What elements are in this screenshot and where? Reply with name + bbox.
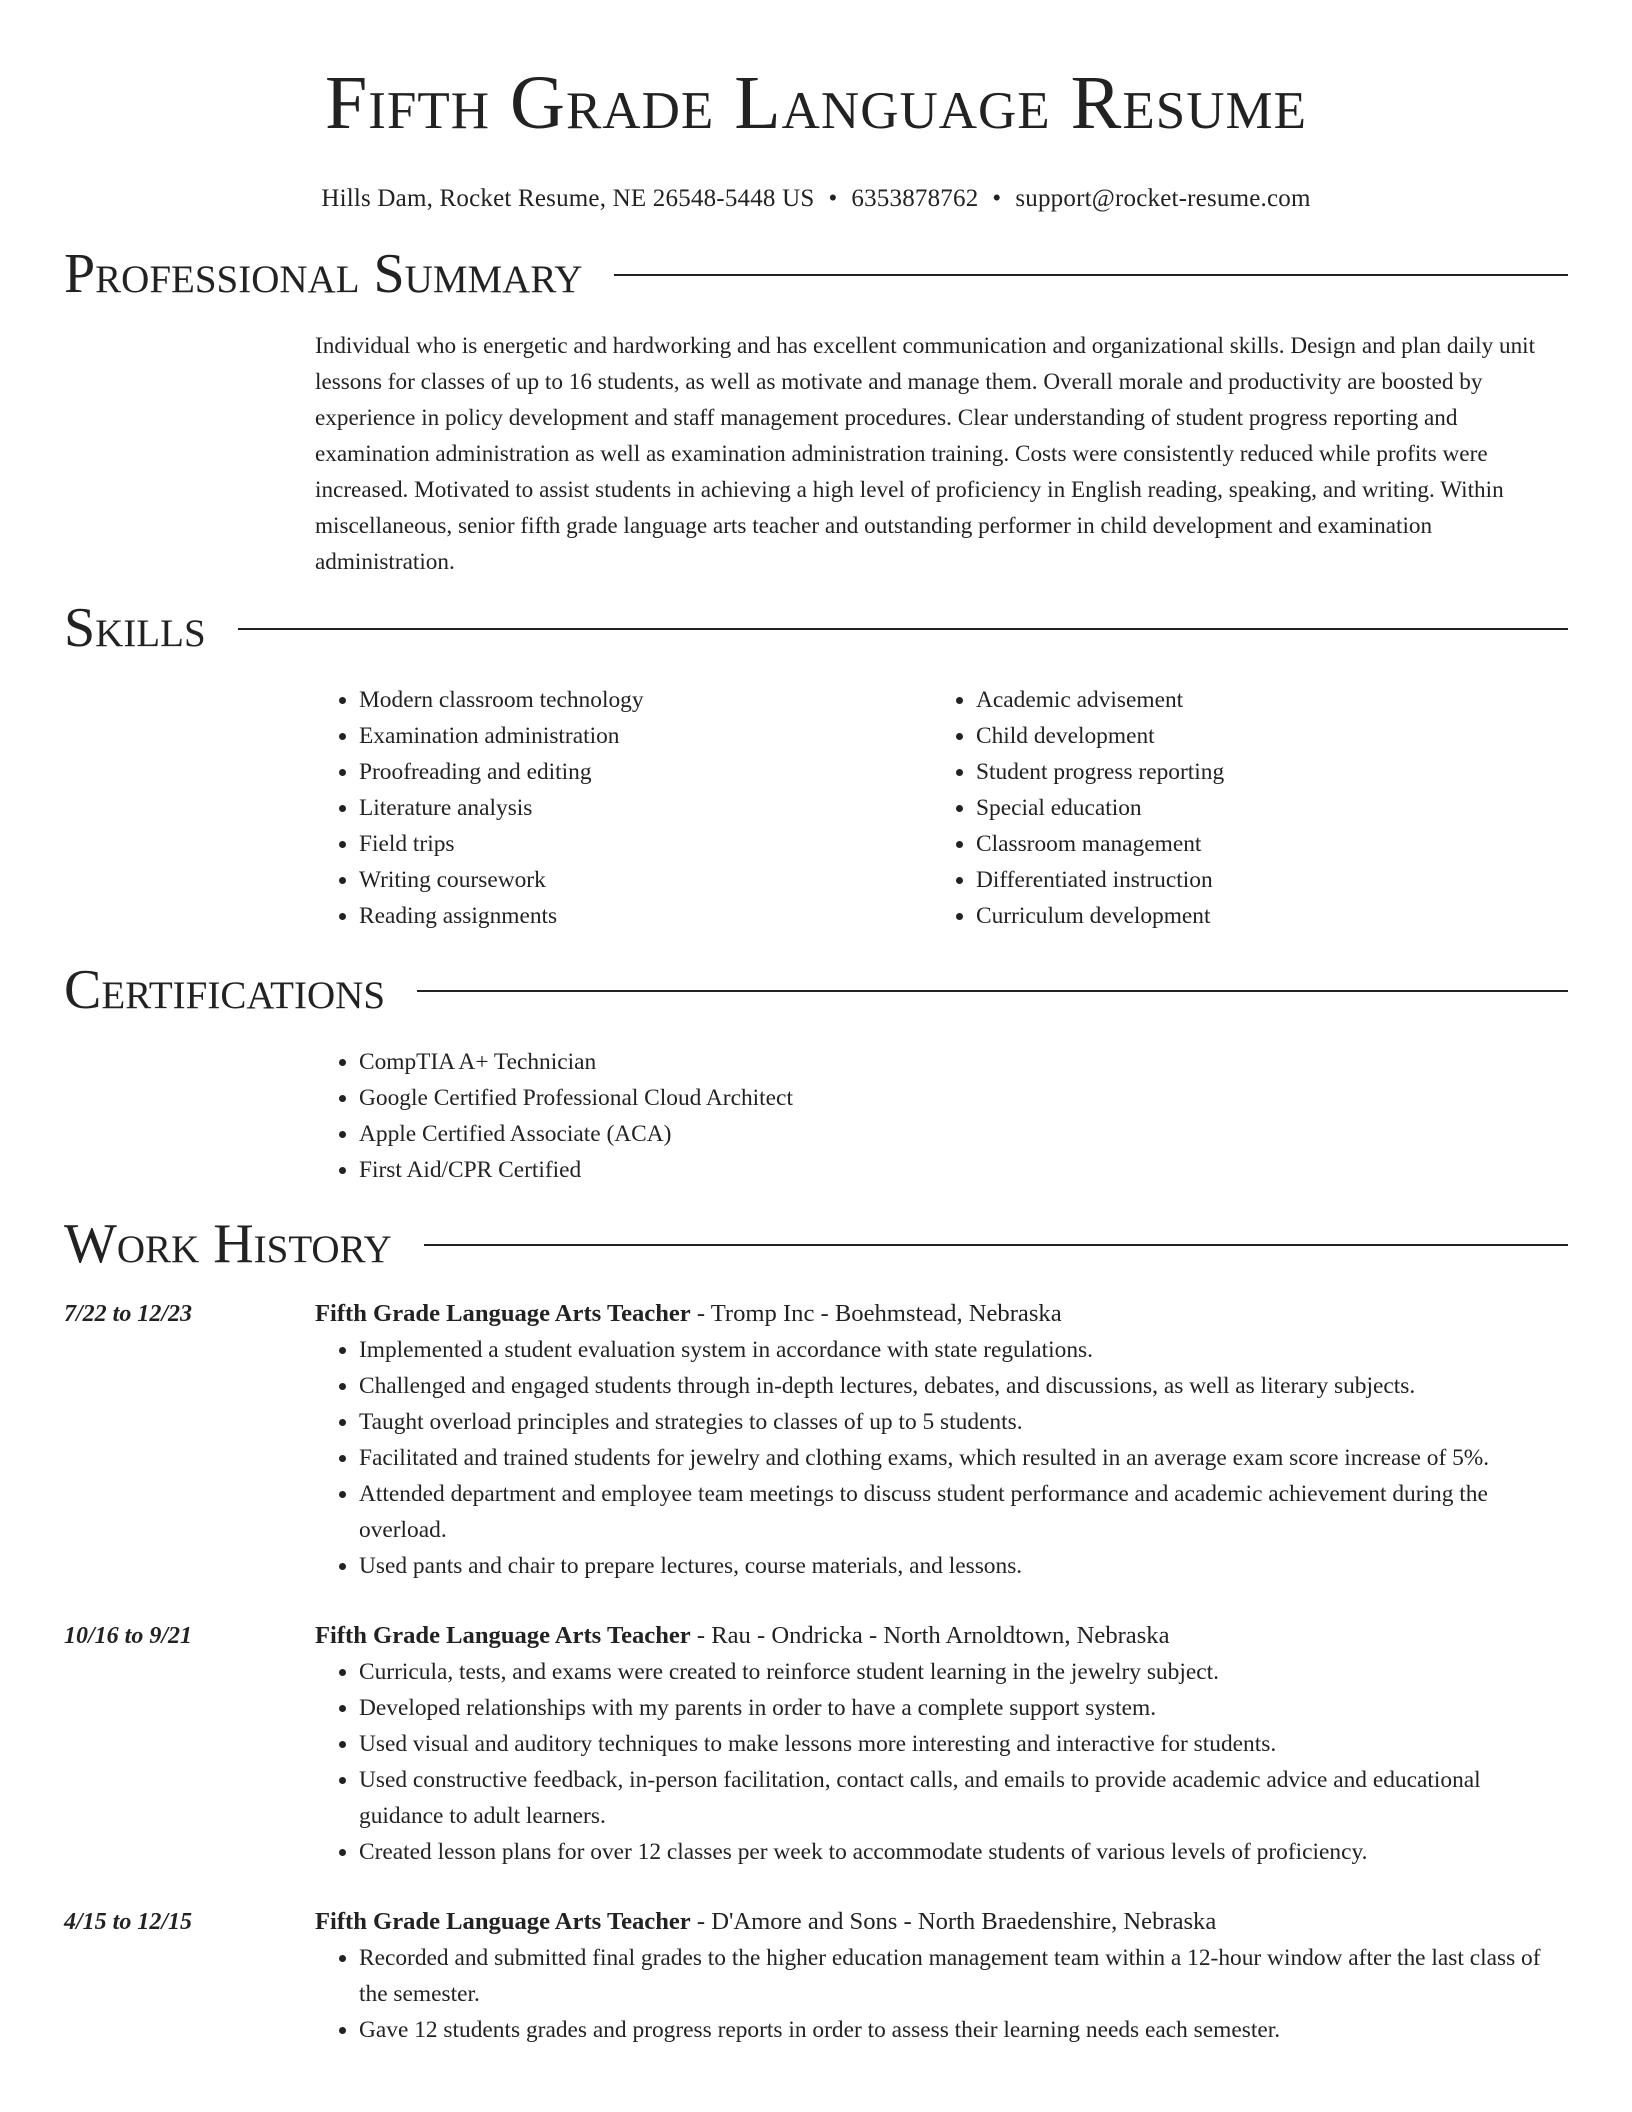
job-title: Fifth Grade Language Arts Teacher <box>315 1908 691 1935</box>
resume-name: Fifth Grade Language Resume <box>325 61 1307 145</box>
contact-separator: • <box>828 185 838 212</box>
job-bullet: • Implemented a student evaluation system in accordance with state regulations. <box>359 1332 1568 1368</box>
job-bullet: • Developed relationships with my parents in order to have a complete support system. <box>359 1690 1568 1726</box>
skill-item: • Modern classroom technology <box>359 682 932 718</box>
section-divider <box>417 990 1568 992</box>
skill-item: • Special education <box>976 790 1549 826</box>
skill-item: • Child development <box>976 718 1549 754</box>
skill-item: • Proofreading and editing <box>359 754 932 790</box>
job-bullet: • Recorded and submitted final grades to the higher education management team within a 12-hour window after the last class of the semester. <box>359 1940 1568 2012</box>
job-bullet: • Attended department and employee team meetings to discuss student performance and academic achievement during the overload. <box>359 1476 1568 1548</box>
certification-item: • CompTIA A+ Technician <box>359 1044 1568 1080</box>
job-title: Fifth Grade Language Arts Teacher <box>315 1622 691 1649</box>
summary-section <box>315 328 1568 580</box>
skills-section-header <box>64 596 1568 660</box>
contact-line <box>64 184 1568 214</box>
job-entry <box>64 1618 1568 1870</box>
summary-text: Individual who is energetic and hardworking and has excellent communication and organizational skills. Design and plan daily unit lessons for classes of up to 16 students, as well as motivate and manage them. Overall morale and productivity are boosted by experience in policy development and staff management procedures. Clear understanding of student progress reporting and examination administration as well as examination administration training. Costs were consistently reduced while profits were increased. Motivated to assist students in achieving a high level of proficiency in English reading, speaking, and writing. Within miscellaneous, senior fifth grade language arts teacher and outstanding performer in child development and examination administration. <box>315 333 1536 575</box>
skill-item: • Examination administration <box>359 718 932 754</box>
job-dates: 10/16 to 9/21 <box>64 1623 193 1649</box>
contact-email: support@rocket-resume.com <box>1015 185 1311 212</box>
skill-item: • Reading assignments <box>359 898 932 934</box>
skill-item: • Literature analysis <box>359 790 932 826</box>
job-bullets <box>315 1654 1568 1870</box>
job-bullet: • Facilitated and trained students for jewelry and clothing exams, which resulted in an average exam score increase of 5%. <box>359 1440 1568 1476</box>
skill-item: • Differentiated instruction <box>976 862 1549 898</box>
skills-list <box>315 682 1568 934</box>
job-heading <box>315 1904 1568 1940</box>
job-employer: - Rau - Ondricka - North Arnoldtown, Nebraska <box>690 1622 1170 1649</box>
job-bullets <box>315 1332 1568 1584</box>
certification-item: • First Aid/CPR Certified <box>359 1152 1568 1188</box>
job-bullet: • Challenged and engaged students through in-depth lectures, debates, and discussions, as well as literary subjects. <box>359 1368 1568 1404</box>
contact-phone: 6353878762 <box>851 185 979 212</box>
work-history-section-header <box>64 1212 1568 1276</box>
job-title: Fifth Grade Language Arts Teacher <box>315 1300 691 1327</box>
section-divider <box>614 274 1568 276</box>
job-bullet: • Used visual and auditory techniques to make lessons more interesting and interactive for students. <box>359 1726 1568 1762</box>
job-heading <box>315 1296 1568 1332</box>
skill-item: • Classroom management <box>976 826 1549 862</box>
summary-title: Professional Summary <box>64 243 583 305</box>
skills-column-left <box>315 682 932 934</box>
job-employer: - Tromp Inc - Boehmstead, Nebraska <box>690 1300 1062 1327</box>
skill-item: • Curriculum development <box>976 898 1549 934</box>
section-divider <box>238 628 1568 630</box>
section-divider <box>424 1244 1568 1246</box>
resume-page <box>64 0 1568 2048</box>
job-dates: 7/22 to 12/23 <box>64 1301 193 1327</box>
summary-section-header <box>64 242 1568 306</box>
job-bullet: • Curricula, tests, and exams were created to reinforce student learning in the jewelry subject. <box>359 1654 1568 1690</box>
job-bullet: • Used pants and chair to prepare lectures, course materials, and lessons. <box>359 1548 1568 1584</box>
job-employer: - D'Amore and Sons - North Braedenshire, Nebraska <box>690 1908 1217 1935</box>
skills-title: Skills <box>64 597 206 659</box>
job-bullets <box>315 1940 1568 2048</box>
skill-item: • Writing coursework <box>359 862 932 898</box>
skills-column-right <box>932 682 1549 934</box>
job-details <box>315 1904 1568 2048</box>
skill-item: • Field trips <box>359 826 932 862</box>
job-bullet: • Used constructive feedback, in-person facilitation, contact calls, and emails to provide academic advice and educational guidance to adult learners. <box>359 1762 1568 1834</box>
certifications-title: Certifications <box>64 959 386 1021</box>
job-bullet: • Gave 12 students grades and progress reports in order to assess their learning needs each semester. <box>359 2012 1568 2048</box>
certification-item: • Google Certified Professional Cloud Architect <box>359 1080 1568 1116</box>
certifications-section-header <box>64 958 1568 1022</box>
job-details <box>315 1618 1568 1870</box>
skill-item: • Student progress reporting <box>976 754 1549 790</box>
contact-separator: • <box>992 185 1002 212</box>
work-history-title: Work History <box>64 1213 392 1275</box>
skill-item: • Academic advisement <box>976 682 1549 718</box>
job-bullet: • Taught overload principles and strategies to classes of up to 5 students. <box>359 1404 1568 1440</box>
job-bullet: • Created lesson plans for over 12 classes per week to accommodate students of various levels of proficiency. <box>359 1834 1568 1870</box>
job-entry <box>64 1296 1568 1584</box>
certifications-list <box>315 1044 1568 1188</box>
job-details <box>315 1296 1568 1584</box>
contact-address: Hills Dam, Rocket Resume, NE 26548-5448 US <box>321 185 815 212</box>
certification-item: • Apple Certified Associate (ACA) <box>359 1116 1568 1152</box>
job-entry <box>64 1904 1568 2048</box>
job-dates: 4/15 to 12/15 <box>64 1909 193 1935</box>
job-heading <box>315 1618 1568 1654</box>
